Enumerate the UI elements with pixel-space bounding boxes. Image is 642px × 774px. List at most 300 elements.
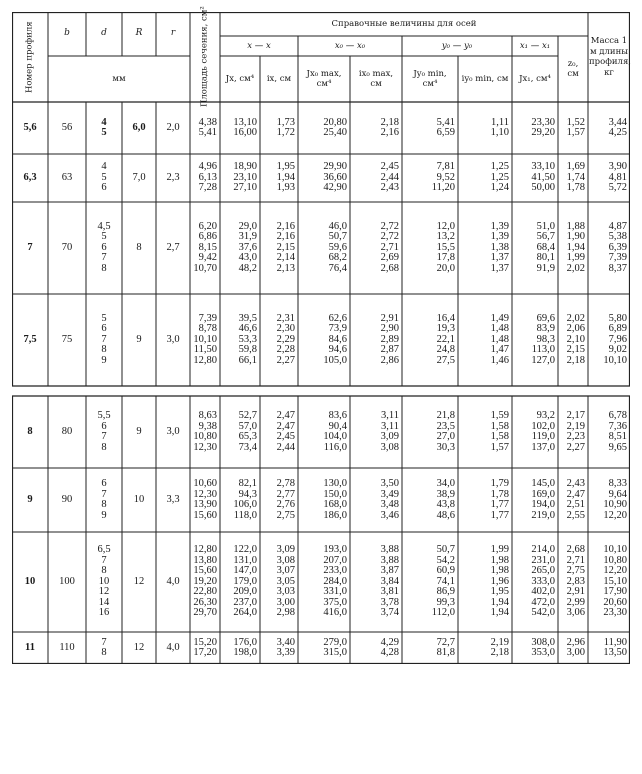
cell-value: 3,88 xyxy=(380,554,399,566)
cell-value: 5,41 xyxy=(436,116,455,128)
cell-value: 90,4 xyxy=(328,420,347,432)
header-area: Площадь сечения, см² xyxy=(199,6,210,108)
cell-value: 3,81 xyxy=(380,586,399,598)
cell-value: 6,13 xyxy=(198,171,217,183)
header-r: r xyxy=(170,28,176,39)
cell-value: 2,27 xyxy=(276,354,295,366)
cell-value: 50,7 xyxy=(436,544,455,556)
cell-value: 73,9 xyxy=(328,323,347,335)
header-Jx0max: Jx₀ max, см⁴ xyxy=(306,68,342,89)
cell-value: 2,19 xyxy=(490,636,509,648)
header-d: d xyxy=(101,28,107,39)
cell-value: 21,8 xyxy=(436,410,455,421)
cell-value: 2,15 xyxy=(566,344,585,356)
cell-value: 2,47 xyxy=(566,488,585,500)
cell-value: 12,20 xyxy=(603,509,627,521)
cell-value: 8,33 xyxy=(608,478,627,489)
cell-value: 15,5 xyxy=(436,241,455,253)
cell-value: 3,00 xyxy=(566,647,585,658)
cell-value: 37,6 xyxy=(238,241,257,253)
cell-value: 8,15 xyxy=(198,241,217,253)
cell-value: 53,3 xyxy=(238,333,257,345)
cell-no: 7,5 xyxy=(23,334,37,346)
cell-value: 2,13 xyxy=(276,262,295,274)
cell-value: 2,06 xyxy=(566,323,585,335)
cell-value: 2,96 xyxy=(566,636,585,648)
header-ix0max: ix₀ max, см xyxy=(358,68,394,89)
cell-value: 10,90 xyxy=(603,499,627,510)
cell-value: 2,16 xyxy=(380,127,399,138)
cell-value: 3,90 xyxy=(608,161,627,173)
cell-value: 10,60 xyxy=(193,478,217,489)
cell-Jx0-values xyxy=(298,294,350,386)
cell-value: 2,28 xyxy=(276,344,295,356)
cell-value: 6,89 xyxy=(608,323,627,335)
cell-value: 2,68 xyxy=(566,544,585,556)
cell-value: 84,6 xyxy=(328,333,347,345)
cell-value: 2,02 xyxy=(566,262,585,274)
cell-value: 2,91 xyxy=(380,312,399,324)
cell-value: 27,5 xyxy=(436,354,455,366)
cell-value: 1,94 xyxy=(490,596,509,608)
cell-value: 122,0 xyxy=(233,544,257,556)
cell-Jx1-values xyxy=(512,468,558,532)
cell-Jy0-values xyxy=(402,396,458,468)
cell-Jx1-values xyxy=(512,102,558,154)
header-axis-xx: x — x xyxy=(247,40,271,51)
cell-value: 6 xyxy=(101,478,107,489)
cell-value: 2,44 xyxy=(276,441,295,453)
cell-value: 93,2 xyxy=(536,410,555,421)
cell-value: 1,72 xyxy=(276,127,295,138)
cell-value: 27,0 xyxy=(436,431,455,442)
cell-b: 110 xyxy=(59,642,75,654)
cell-value: 73,4 xyxy=(238,441,257,453)
cell-Jx-values xyxy=(220,632,260,664)
cell-value: 12,80 xyxy=(193,354,217,366)
cell-value: 1,39 xyxy=(490,231,509,243)
cell-value: 10,80 xyxy=(193,431,217,442)
cell-value: 10,10 xyxy=(193,333,217,345)
cell-value: 279,0 xyxy=(323,636,347,648)
cell-value: 1,39 xyxy=(490,220,509,232)
cell-b: 70 xyxy=(61,242,73,254)
cell-value: 264,0 xyxy=(233,607,257,619)
header-ix: ix, см xyxy=(266,73,292,84)
cell-value: 2,76 xyxy=(276,499,295,510)
cell-value: 51,0 xyxy=(536,220,555,232)
header-b: b xyxy=(64,28,70,39)
cell-value: 34,0 xyxy=(436,478,455,489)
cell-value: 17,90 xyxy=(603,586,627,598)
cell-value: 10,10 xyxy=(603,354,627,366)
cell-value: 375,0 xyxy=(323,596,347,608)
cell-value: 1,46 xyxy=(490,354,509,366)
cell-value: 127,0 xyxy=(531,354,555,366)
cell-r: 4,0 xyxy=(166,576,180,588)
cell-value: 2,16 xyxy=(276,231,295,243)
cell-no: 8 xyxy=(27,426,33,438)
cell-value: 1,94 xyxy=(276,171,295,183)
cell-value: 81,8 xyxy=(436,647,455,658)
cell-b: 56 xyxy=(61,122,73,134)
cell-value: 145,0 xyxy=(531,478,555,489)
cell-value: 76,4 xyxy=(328,262,347,274)
cell-value: 8 xyxy=(101,262,107,274)
cell-m-values xyxy=(588,154,630,202)
cell-value: 1,90 xyxy=(566,231,585,243)
cell-value: 2,72 xyxy=(380,231,399,243)
cell-value: 18,90 xyxy=(233,161,257,173)
cell-value: 7,96 xyxy=(608,333,627,345)
cell-value: 12 xyxy=(98,586,110,598)
cell-value: 60,9 xyxy=(436,565,455,577)
cell-Jx-values xyxy=(220,154,260,202)
cell-value: 2,17 xyxy=(566,410,585,421)
cell-value: 176,0 xyxy=(233,636,257,648)
cell-z0-values xyxy=(558,102,588,154)
cell-value: 41,50 xyxy=(531,171,555,183)
cell-value: 9,64 xyxy=(608,488,627,500)
cell-value: 2,47 xyxy=(276,420,295,432)
cell-value: 331,0 xyxy=(323,586,347,598)
cell-value: 1,88 xyxy=(566,220,585,232)
cell-Jx1-values xyxy=(512,202,558,294)
cell-value: 130,0 xyxy=(323,478,347,489)
cell-r: 2,0 xyxy=(166,122,180,134)
cell-value: 2,99 xyxy=(566,596,585,608)
cell-ix0-values xyxy=(350,102,402,154)
cell-value: 22,80 xyxy=(193,586,217,598)
cell-value: 11,90 xyxy=(603,636,627,648)
cell-value: 1,48 xyxy=(490,323,509,335)
cell-value: 4,87 xyxy=(608,220,627,232)
cell-value: 2,19 xyxy=(566,420,585,432)
cell-value: 9,38 xyxy=(198,420,217,432)
cell-Jx1-values xyxy=(512,632,558,664)
cell-Jy0-values xyxy=(402,102,458,154)
cell-d-values xyxy=(86,294,122,386)
cell-value: 1,25 xyxy=(490,161,509,173)
cell-value: 116,0 xyxy=(323,441,347,453)
cell-value: 4 xyxy=(101,116,107,128)
cell-value: 10 xyxy=(98,575,110,587)
cell-value: 2,18 xyxy=(380,116,399,128)
header-z0: z₀, см xyxy=(567,58,579,79)
cell-r: 3,0 xyxy=(166,334,180,346)
cell-R: 12 xyxy=(133,642,145,654)
cell-z0-values xyxy=(558,294,588,386)
cell-value: 2,91 xyxy=(566,586,585,598)
cell-value: 23,10 xyxy=(233,171,257,183)
header-mass: Масса 1 м длины профиля, кг xyxy=(589,36,632,78)
cell-value: 2,15 xyxy=(276,241,295,253)
cell-value: 2,29 xyxy=(276,333,295,345)
cell-Jx-values xyxy=(220,468,260,532)
cell-value: 118,0 xyxy=(233,509,257,521)
cell-z0-values xyxy=(558,468,588,532)
cell-value: 94,3 xyxy=(238,488,257,500)
cell-R: 9 xyxy=(136,426,142,438)
header-R: R xyxy=(135,28,143,39)
cell-value: 23,30 xyxy=(603,607,627,619)
cell-value: 6,39 xyxy=(608,241,627,253)
cell-R: 8 xyxy=(136,242,142,254)
cell-r: 2,3 xyxy=(166,172,180,184)
cell-value: 30,3 xyxy=(436,441,455,453)
cell-m-values xyxy=(588,632,630,664)
cell-value: 2,16 xyxy=(276,220,295,232)
cell-value: 3,05 xyxy=(276,575,295,587)
cell-value: 8,37 xyxy=(608,262,627,274)
cell-value: 86,9 xyxy=(436,586,455,598)
cell-value: 12,20 xyxy=(603,565,627,577)
cell-z0-values xyxy=(558,396,588,468)
cell-b: 63 xyxy=(61,172,73,184)
header-Jx1: Jx₁, см⁴ xyxy=(519,73,551,84)
cell-ix-values xyxy=(260,154,298,202)
cell-b: 80 xyxy=(61,426,73,438)
cell-value: 15,60 xyxy=(193,565,217,577)
cell-value: 186,0 xyxy=(323,509,347,521)
cell-value: 1,24 xyxy=(490,182,509,194)
cell-no: 7 xyxy=(27,242,33,254)
cell-value: 3,74 xyxy=(380,607,399,619)
cell-value: 119,0 xyxy=(531,431,555,442)
cell-no: 5,6 xyxy=(23,122,37,134)
cell-value: 1,78 xyxy=(490,488,509,500)
cell-value: 99,3 xyxy=(436,596,455,608)
cell-value: 8,78 xyxy=(198,323,217,335)
cell-value: 8,63 xyxy=(198,410,217,421)
cell-no: 11 xyxy=(25,642,35,654)
cell-value: 2,78 xyxy=(276,478,295,489)
cell-value: 3,06 xyxy=(566,607,585,619)
cell-value: 2,43 xyxy=(566,478,585,489)
cell-value: 7 xyxy=(101,554,107,566)
cell-Jx1-values xyxy=(512,396,558,468)
cell-value: 29,70 xyxy=(193,607,217,619)
cell-value: 2,45 xyxy=(380,161,399,173)
cell-value: 5,5 xyxy=(97,410,111,421)
cell-area-values xyxy=(190,532,220,632)
cell-value: 7 xyxy=(101,431,107,442)
cell-Jx-values xyxy=(220,202,260,294)
cell-value: 20,60 xyxy=(603,596,627,608)
cell-m-values xyxy=(588,102,630,154)
cell-value: 1,77 xyxy=(490,509,509,521)
cell-Jx0-values xyxy=(298,102,350,154)
cell-value: 20,0 xyxy=(436,262,455,274)
cell-value: 1,11 xyxy=(491,116,509,128)
cell-value: 4,25 xyxy=(608,127,627,138)
cell-value: 2,71 xyxy=(380,241,399,253)
cell-value: 69,6 xyxy=(536,312,555,324)
cell-value: 6,86 xyxy=(198,231,217,243)
cell-value: 29,90 xyxy=(323,161,347,173)
cell-r: 4,0 xyxy=(166,642,180,654)
cell-value: 3,49 xyxy=(380,488,399,500)
cell-value: 54,2 xyxy=(436,554,455,566)
cell-value: 68,2 xyxy=(328,252,347,264)
cell-value: 7 xyxy=(101,333,107,345)
cell-value: 3,00 xyxy=(276,596,295,608)
cell-value: 11,50 xyxy=(193,344,217,356)
cell-value: 2,89 xyxy=(380,333,399,345)
cell-b: 90 xyxy=(61,494,73,506)
cell-value: 284,0 xyxy=(323,575,347,587)
cell-iy0-values xyxy=(458,468,512,532)
cell-value: 147,0 xyxy=(233,565,257,577)
cell-value: 9,42 xyxy=(198,252,217,264)
cell-value: 4,5 xyxy=(97,220,111,232)
cell-value: 353,0 xyxy=(531,647,555,658)
cell-value: 194,0 xyxy=(531,499,555,510)
cell-value: 6 xyxy=(101,323,107,335)
cell-value: 113,0 xyxy=(531,344,555,356)
cell-z0-values xyxy=(558,154,588,202)
cell-value: 1,94 xyxy=(490,607,509,619)
cell-Jy0-values xyxy=(402,294,458,386)
cell-iy0-values xyxy=(458,632,512,664)
cell-ix0-values xyxy=(350,396,402,468)
cell-value: 3,39 xyxy=(276,647,295,658)
cell-value: 1,58 xyxy=(490,431,509,442)
cell-Jy0-values xyxy=(402,532,458,632)
cell-value: 9,02 xyxy=(608,344,627,356)
cell-d-values xyxy=(86,154,122,202)
cell-no: 6,3 xyxy=(23,172,37,184)
cell-value: 106,0 xyxy=(233,499,257,510)
cell-value: 1,59 xyxy=(490,410,509,421)
cell-Jy0-values xyxy=(402,202,458,294)
cell-z0-values xyxy=(558,632,588,664)
cell-m-values xyxy=(588,532,630,632)
cell-value: 5 xyxy=(101,127,107,138)
cell-value: 1,99 xyxy=(566,252,585,264)
cell-value: 315,0 xyxy=(323,647,347,658)
cell-value: 1,73 xyxy=(276,116,295,128)
cell-m-values xyxy=(588,396,630,468)
cell-value: 82,1 xyxy=(238,478,257,489)
cell-value: 231,0 xyxy=(531,554,555,566)
cell-m-values xyxy=(588,294,630,386)
cell-value: 102,0 xyxy=(531,420,555,432)
cell-iy0-values xyxy=(458,202,512,294)
cell-b: 100 xyxy=(59,576,75,588)
cell-value: 7,39 xyxy=(198,312,217,324)
cell-value: 2,68 xyxy=(380,262,399,274)
cell-value: 10,10 xyxy=(603,544,627,556)
cell-area-values xyxy=(190,102,220,154)
cell-value: 17,8 xyxy=(436,252,455,264)
cell-area-values xyxy=(190,202,220,294)
cell-value: 542,0 xyxy=(531,607,555,619)
cell-value: 214,0 xyxy=(531,544,555,556)
cell-R: 6,0 xyxy=(132,122,146,134)
cell-area-values xyxy=(190,632,220,664)
cell-iy0-values xyxy=(458,396,512,468)
cell-value: 4,81 xyxy=(608,171,627,183)
header-axis-x1x1: x₁ — x₁ xyxy=(519,40,551,51)
cell-value: 402,0 xyxy=(531,586,555,598)
cell-value: 15,10 xyxy=(603,575,627,587)
cell-value: 7 xyxy=(101,252,107,264)
cell-value: 2,75 xyxy=(276,509,295,521)
cell-value: 150,0 xyxy=(323,488,347,500)
cell-value: 233,0 xyxy=(323,565,347,577)
cell-r: 3,0 xyxy=(166,426,180,438)
cell-value: 265,0 xyxy=(531,565,555,577)
cell-value: 13,80 xyxy=(193,554,217,566)
cell-value: 1,48 xyxy=(490,333,509,345)
cell-value: 7 xyxy=(101,636,107,648)
cell-value: 74,1 xyxy=(436,575,455,587)
cell-value: 3,46 xyxy=(380,509,399,521)
cell-value: 3,11 xyxy=(381,410,399,421)
cell-R: 10 xyxy=(133,494,145,506)
cell-value: 5,80 xyxy=(608,312,627,324)
cell-value: 15,60 xyxy=(193,509,217,521)
cell-value: 19,3 xyxy=(436,323,455,335)
cell-value: 1,79 xyxy=(490,478,509,489)
cell-value: 12,0 xyxy=(436,220,455,232)
cell-d-values xyxy=(86,102,122,154)
cell-value: 1,94 xyxy=(566,241,585,253)
cell-value: 91,9 xyxy=(536,262,555,274)
cell-value: 3,87 xyxy=(380,565,399,577)
cell-area-values xyxy=(190,154,220,202)
cell-value: 2,23 xyxy=(566,431,585,442)
cell-value: 50,7 xyxy=(328,231,347,243)
cell-value: 2,31 xyxy=(276,312,295,324)
cell-value: 6 xyxy=(101,241,107,253)
cell-value: 12,30 xyxy=(193,441,217,453)
cell-ix0-values xyxy=(350,202,402,294)
cell-value: 42,90 xyxy=(323,182,347,194)
cell-value: 83,6 xyxy=(328,410,347,421)
cell-value: 52,7 xyxy=(238,410,257,421)
cell-value: 24,8 xyxy=(436,344,455,356)
cell-value: 2,71 xyxy=(566,554,585,566)
cell-value: 179,0 xyxy=(233,575,257,587)
cell-value: 46,0 xyxy=(328,220,347,232)
cell-m-values xyxy=(588,468,630,532)
header-axis-y0y0: y₀ — y₀ xyxy=(441,40,473,51)
cell-value: 3,50 xyxy=(380,478,399,489)
header-profile-no: Номер профиля xyxy=(24,21,35,93)
cell-value: 15,20 xyxy=(193,636,217,648)
cell-d-values xyxy=(86,396,122,468)
cell-value: 3,88 xyxy=(380,544,399,556)
cell-value: 1,37 xyxy=(490,252,509,264)
cell-value: 9,52 xyxy=(436,171,455,183)
cell-value: 2,14 xyxy=(276,252,295,264)
cell-value: 9,65 xyxy=(608,441,627,453)
cell-value: 2,45 xyxy=(276,431,295,442)
cell-R: 7,0 xyxy=(132,172,146,184)
cell-ix-values xyxy=(260,102,298,154)
cell-Jx-values xyxy=(220,532,260,632)
cell-value: 2,75 xyxy=(566,565,585,577)
cell-value: 4 xyxy=(101,161,107,173)
cell-value: 308,0 xyxy=(531,636,555,648)
cell-ix0-values xyxy=(350,468,402,532)
cell-value: 1,47 xyxy=(490,344,509,356)
cell-value: 7 xyxy=(101,488,107,500)
cell-value: 27,10 xyxy=(233,182,257,194)
cell-value: 8,51 xyxy=(608,431,627,442)
